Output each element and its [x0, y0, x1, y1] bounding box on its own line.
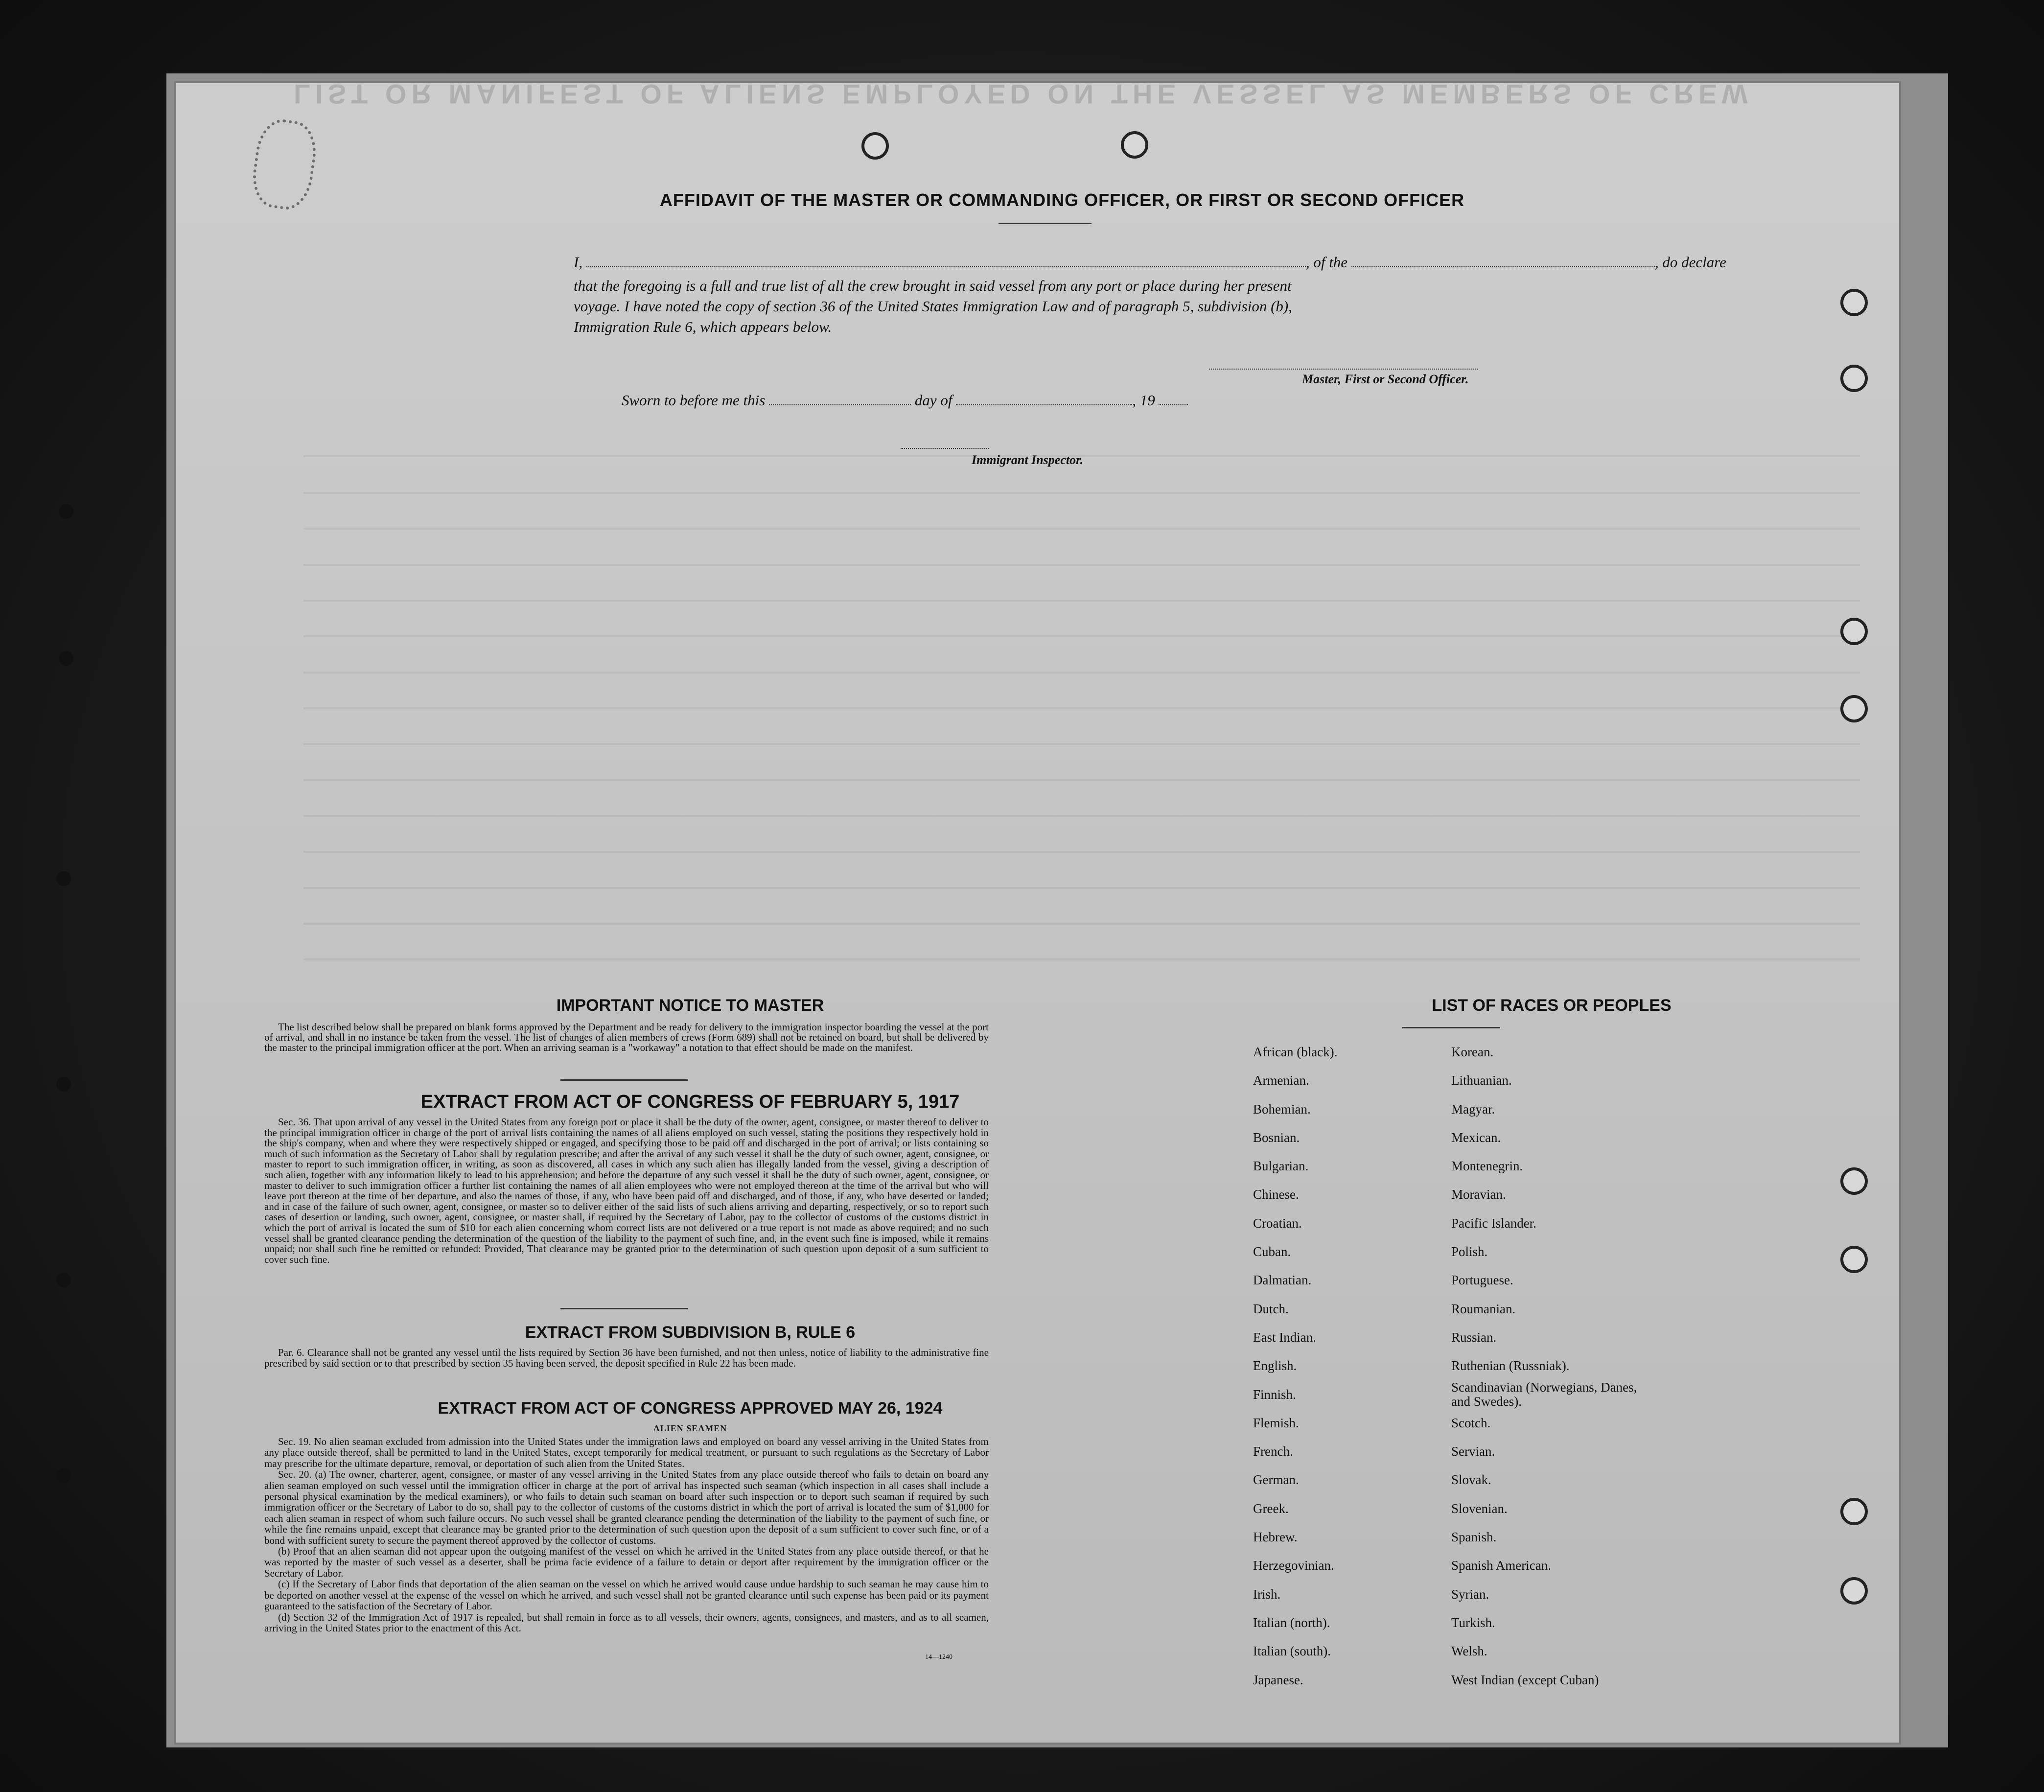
extract-1924-body — [264, 1436, 989, 1633]
affidavit-line-4: Immigration Rule 6, which appears below. — [574, 318, 832, 335]
bleed-through-row — [303, 779, 1860, 781]
race-item: East Indian. — [1253, 1329, 1316, 1345]
extract-1924-paragraph: (c) If the Secretary of Labor finds that deportation of the alien seaman on the vessel on which he arrived would cause undue hardship to such seaman he may cause him to be deported on another vessel at the expense of the vessel on which he arrived, and such vessel shall not be granted clearance until such expense has been paid or its payment guaranteed to the satisfaction of the Secretary of Labor. — [264, 1578, 989, 1612]
race-item: Slovenian. — [1451, 1501, 1508, 1516]
race-item: Syrian. — [1451, 1586, 1489, 1602]
race-item: African (black). — [1253, 1045, 1338, 1059]
bleed-through-row — [303, 600, 1860, 602]
sworn-prefix: Sworn to before me this — [622, 392, 766, 409]
race-item: Roumanian. — [1451, 1301, 1516, 1316]
binding-ring — [1840, 695, 1868, 722]
races-column-right — [1451, 1038, 1647, 1694]
bleed-through-row — [303, 672, 1860, 674]
races-divider — [1402, 1027, 1500, 1028]
name-blank[interactable] — [586, 254, 1306, 267]
races-column-left — [1253, 1038, 1337, 1694]
affidavit-i: I, — [574, 254, 583, 271]
race-item: Turkish. — [1451, 1615, 1495, 1630]
race-item: Japanese. — [1253, 1672, 1303, 1687]
race-item: Moravian. — [1451, 1187, 1506, 1202]
bleed-through-row — [303, 528, 1860, 530]
inspector-label: Immigrant Inspector. — [972, 453, 1084, 467]
race-item: Bohemian. — [1253, 1101, 1311, 1117]
bleed-through-row — [303, 851, 1860, 853]
binding-ring — [1840, 1498, 1868, 1525]
extract-rule6-paragraph: Par. 6. Clearance shall not be granted any vessel until the lists required by Section 36 have been furnished, and not then unless, notice of liability to the administrative fine prescribed by said section or to that prescribed by section 35 having been served, the deposit specified in Rule 22 has been made. — [264, 1347, 989, 1369]
race-item: French. — [1253, 1444, 1293, 1459]
race-item: Dutch. — [1253, 1301, 1289, 1316]
binding-ring — [1840, 618, 1868, 645]
sworn-year: , 19 — [1132, 392, 1155, 409]
extract-1917-body — [264, 1117, 989, 1265]
race-item: Bosnian. — [1253, 1130, 1300, 1145]
extract-1924-paragraph: (b) Proof that an alien seaman did not appear upon the outgoing manifest of the vessel on which he arrived in the United States from any place outside thereof, or that he was reported by the master of such vessel as a deserter, shall be prima facie evidence of a failure to detain or deport after requirement by the immigration officer or the Secretary of Labor. — [264, 1545, 989, 1579]
extract-1917-paragraph: Sec. 36. That upon arrival of any vessel in the United States from any foreign port or place it shall be the duty of the owner, agent, consignee, or master thereof to deliver to the principal immigration officer in charge of the port of arrival lists containing the names of all aliens employed on such vessel, stating the positions they respectively hold in the ship's company, when and where they were respectively shipped or engaged, and specifying those to be paid off and discharged in the port of arrival; or lists containing so much of such information as the Secretary of Labor shall by regulation prescribe; and after the arrival of any such vessel it shall be the duty of such owner, agent, consignee, or master to report to such immigration officer, in writing, as soon as discovered, all cases in which any such alien has illegally landed from the vessel, giving a description of such alien, together with any information likely to lead to his apprehension; and before the departure of any such vessel it shall be the duty of such owner, agent, consignee, or master to deliver to such immigration officer a further list containing the names of all alien employees who were not employed thereon at the time of the arrival but who will leave port thereon at the time of her departure, and also the names of those, if any, who have been paid off and discharged, and of those, if any, who have deserted or landed; and in case of the failure of such owner, agent, consignee, or master so to deliver either of the said lists of such aliens arriving and departing, respectively, or so to report such cases of desertion or landing, such owner, agent, consignee, or master shall, if required by the Secretary of Labor, pay to the collector of customs of the customs district in which the port of arrival is located the sum of $10 for each alien concerning whom correct lists are not delivered or a true report is not made as above required; and no such vessel shall be granted clearance pending the determination of the question of the liability to the payment of such fine, and, in the event such fine is imposed, while it remains unpaid; nor shall such fine be remitted or refunded: Provided, That clearance may be granted prior to the determination of such question upon deposit of a sum sufficient to cover such fine. — [264, 1116, 989, 1265]
race-item: Herzegovinian. — [1253, 1558, 1334, 1573]
sworn-day-of: day of — [914, 392, 952, 409]
extract-1924-paragraph: Sec. 19. No alien seaman excluded from admission into the United States under the immigration laws and employed on board any vessel arriving in the United States from any place outside thereof, shall be permitted to land in the United States, except temporarily for medical treatment, or pursuant to such regulations as the Secretary of Labor may prescribe for the ultimate departure, removal, or deportation of such alien from the United States. — [264, 1436, 989, 1469]
binder-hole — [56, 1273, 71, 1287]
race-item: Greek. — [1253, 1501, 1289, 1516]
race-item: Spanish. — [1451, 1530, 1497, 1545]
race-item: German. — [1253, 1472, 1299, 1488]
race-item: Magyar. — [1451, 1101, 1495, 1117]
master-signature-line[interactable] — [1209, 369, 1478, 370]
title-divider — [999, 223, 1092, 224]
affidavit-line-2: that the foregoing is a full and true list of all the crew brought in said vessel from any port or place during her present — [574, 277, 1292, 294]
race-item: Scotch. — [1451, 1415, 1491, 1430]
race-item: Dalmatian. — [1253, 1273, 1312, 1288]
bleed-through-row — [303, 707, 1860, 709]
race-item: Portuguese. — [1451, 1273, 1513, 1288]
notice-title: IMPORTANT NOTICE TO MASTER — [556, 996, 824, 1015]
race-item: Croatian. — [1253, 1215, 1302, 1231]
race-item: Welsh. — [1451, 1644, 1487, 1659]
race-item: English. — [1253, 1358, 1297, 1373]
race-item: Spanish American. — [1451, 1558, 1551, 1573]
race-item: Cuban. — [1253, 1244, 1291, 1259]
binder-hole — [56, 871, 71, 886]
affidavit-of-the: , of the — [1305, 254, 1348, 271]
binder-hole — [59, 504, 73, 519]
binder-hole — [56, 1468, 71, 1483]
sworn-date-blank[interactable] — [769, 392, 911, 405]
bleed-through-row — [303, 815, 1860, 817]
sworn-month-blank[interactable] — [956, 392, 1132, 405]
section-divider — [560, 1079, 688, 1081]
extract-rule6-body — [264, 1347, 989, 1369]
affidavit-line-1 — [574, 252, 1726, 272]
race-item: Pacific Islander. — [1451, 1215, 1536, 1231]
races-title: LIST OF RACES OR PEOPLES — [1432, 996, 1672, 1015]
binding-ring — [1840, 289, 1868, 316]
binding-ring — [1121, 131, 1148, 159]
affidavit-title: AFFIDAVIT OF THE MASTER OR COMMANDING OFFICER, OR FIRST OR SECOND OFFICER — [659, 190, 1465, 210]
affidavit-declare: , do declare — [1654, 254, 1726, 271]
bleed-through-row — [303, 635, 1860, 637]
affidavit-line-3: voyage. I have noted the copy of section 36 of the United States Immigration Law and of paragraph 5, subdivision (b), — [574, 298, 1292, 315]
race-item: Chinese. — [1253, 1187, 1299, 1202]
race-item: Slovak. — [1451, 1472, 1491, 1488]
race-item: Ruthenian (Russniak). — [1451, 1358, 1570, 1373]
race-item: Polish. — [1451, 1244, 1488, 1259]
bleed-through-text: LIST OR MANIFEST OF ALIENS EMPLOYED ON THE VESSEL AS MEMBERS OF CREW — [294, 79, 1753, 110]
master-label: Master, First or Second Officer. — [1302, 372, 1469, 386]
sworn-year-blank[interactable] — [1159, 392, 1188, 405]
binder-hole — [59, 651, 73, 666]
binding-ring — [1840, 1246, 1868, 1273]
vessel-blank[interactable] — [1351, 254, 1655, 267]
notice-paragraph: The list described below shall be prepared on blank forms approved by the Department and be ready for delivery to the immigration inspector boarding the vessel at the port of arrival, and shall in no instance be taken from the vessel. The list of changes of alien members of crews (Form 689) shall not be retained on board, but shall be delivered by the master to the principal immigration officer at the port. When an arriving seaman is a "workaway" a notation to that effect should be made on the manifest. — [264, 1021, 989, 1053]
bleed-through-row — [303, 923, 1860, 925]
race-item: Lithuanian. — [1451, 1073, 1512, 1088]
bleed-through-row — [303, 958, 1860, 960]
binding-ring — [1840, 365, 1868, 392]
sworn-line — [622, 390, 1188, 410]
race-item: Flemish. — [1253, 1415, 1299, 1430]
race-item: Bulgarian. — [1253, 1159, 1309, 1174]
race-item: Armenian. — [1253, 1073, 1309, 1088]
extract-1917-title: EXTRACT FROM ACT OF CONGRESS OF FEBRUARY 5, 1917 — [420, 1092, 960, 1112]
binding-ring — [1840, 1577, 1868, 1605]
race-item: Korean. — [1451, 1045, 1494, 1059]
binder-hole — [56, 1077, 71, 1092]
race-item: Hebrew. — [1253, 1530, 1298, 1545]
race-item: Russian. — [1451, 1329, 1497, 1345]
binding-ring — [1840, 1167, 1868, 1195]
race-item: Scandinavian (Norwegians, Danes, and Swedes). — [1451, 1379, 1637, 1409]
race-item: West Indian (except Cuban) — [1451, 1672, 1599, 1687]
bleed-through-row — [303, 564, 1860, 566]
bleed-through-row — [303, 743, 1860, 745]
race-item: Irish. — [1253, 1586, 1281, 1602]
bleed-through-row — [303, 492, 1860, 494]
extract-1924-paragraph: Sec. 20. (a) The owner, charterer, agent, consignee, or master of any vessel arriving in the United States from any place outside thereof who fails to detain on board any alien seaman employed on such vessel until the immigration officer in charge at the port of arrival has inspected such seaman (which inspection in all cases shall include a personal physical examination by the medical examiners), or who fails to detain such seaman on board after such inspection or to deport such seaman if required by such immigration officer or the Secretary of Labor to do so, shall pay to the collector of customs of the customs district in which the port of arrival is located the sum of $1,000 for each alien seaman in respect of whom such failure occurs. No such vessel shall be granted clearance pending the determination of the liability to the payment of such fine, or while the fine remains unpaid, except that clearance may be granted prior to the determination of such question upon the deposit of a sum sufficient to cover such fine, or of a bond with sufficient surety to secure the payment thereof approved by the collector of customs. — [264, 1468, 989, 1546]
extract-1924-subtitle: ALIEN SEAMEN — [653, 1423, 727, 1433]
race-item: Servian. — [1451, 1444, 1495, 1459]
extract-1924-paragraph: (d) Section 32 of the Immigration Act of 1917 is repealed, but shall remain in force as to all vessels, their owners, agents, consignees, and masters, and as to all seamen, arriving in the United States prior to the enactment of this Act. — [264, 1611, 989, 1634]
binding-ring — [861, 132, 889, 160]
bleed-through-row — [303, 887, 1860, 889]
section-divider — [560, 1308, 688, 1309]
inspector-signature-line[interactable] — [901, 448, 989, 449]
race-item: Finnish. — [1253, 1387, 1296, 1402]
form-number: 14—1240 — [925, 1653, 952, 1661]
race-item: Italian (south). — [1253, 1644, 1331, 1659]
extract-rule6-title: EXTRACT FROM SUBDIVISION B, RULE 6 — [525, 1323, 856, 1342]
race-item: Montenegrin. — [1451, 1159, 1523, 1174]
race-item: Italian (north). — [1253, 1615, 1330, 1630]
extract-1924-title: EXTRACT FROM ACT OF CONGRESS APPROVED MAY 26, 1924 — [438, 1399, 943, 1418]
notice-body — [264, 1022, 989, 1053]
race-item: Mexican. — [1451, 1130, 1501, 1145]
